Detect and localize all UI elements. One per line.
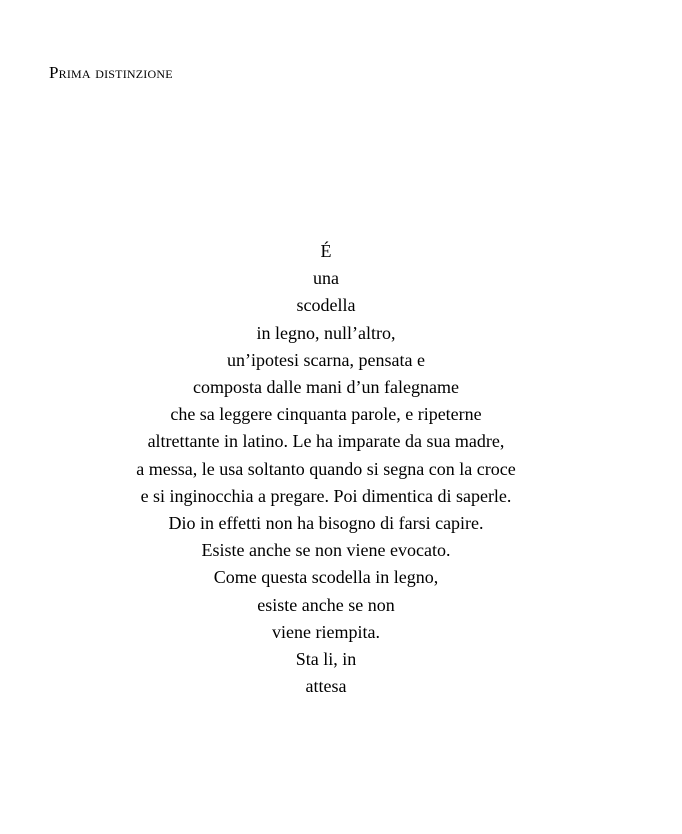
poem-line: Dio in effetti non ha bisogno di farsi capire. [168,513,484,534]
poem-line: e si inginocchia a pregare. Poi dimentica di saperle. [140,485,512,506]
poem-line: in legno, null’altro, [256,322,396,343]
poem-line: a messa, le usa soltanto quando si segna con la croce [136,458,516,479]
poem-line: composta dalle mani d’un falegname [193,377,459,398]
poem-line: Sta li, in [295,649,357,670]
poem-line: un’ipotesi scarna, pensata e [227,349,425,370]
poem-body [0,238,652,700]
poem-line: attesa [305,676,347,697]
poem-line: É [320,241,332,261]
poem-line: che sa leggere cinquanta parole, e ripeterne [170,404,482,425]
section-heading: Prima distinzione [49,63,173,82]
poem-line: viene riempita. [272,621,380,642]
poem-line: Esiste anche se non viene evocato. [201,540,451,561]
poem-line: scodella [296,295,356,316]
poem-line: Come questa scodella in legno, [213,567,439,588]
poem-line: esiste anche se non [257,594,395,615]
poem-line: una [313,268,339,289]
poem-line: altrettante in latino. Le ha imparate da sua madre, [147,431,505,452]
